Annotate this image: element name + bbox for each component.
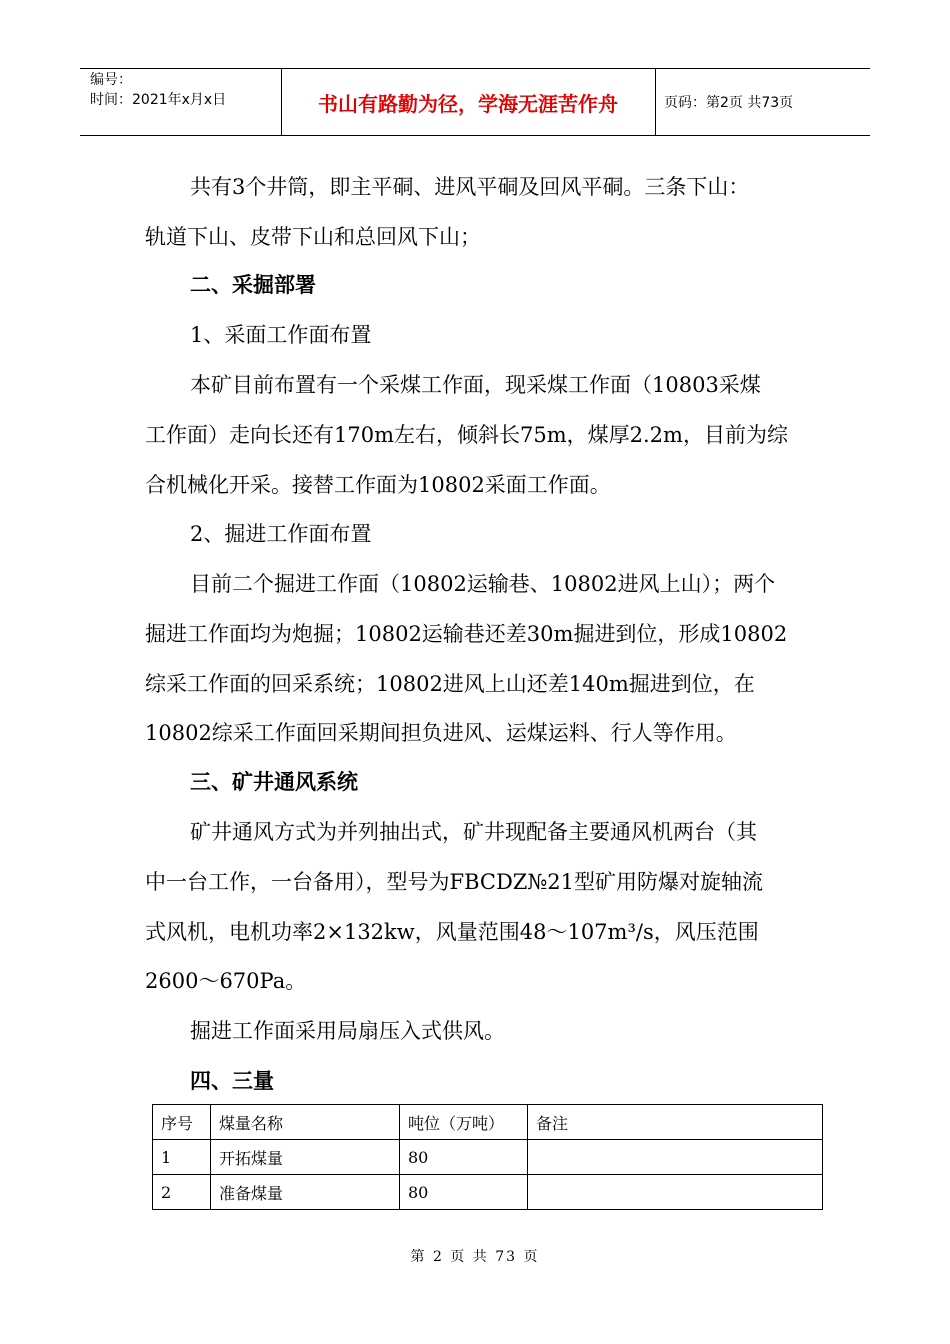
paragraph-line: 共有3个井筒，即主平硐、进风平硐及回风平硐。三条下山：: [190, 175, 750, 199]
paragraph-line: 掘进工作面采用局扇压入式供风。: [190, 1019, 505, 1043]
paragraph-line: 综采工作面的回采系统；10802进风上山还差140m掘进到位，在: [145, 672, 755, 696]
section-heading-3: 三、矿井通风系统: [190, 770, 358, 794]
header-page-label: 页码：第2页 共73页: [664, 95, 794, 111]
section-heading-4: 四、三量: [190, 1069, 274, 1093]
table-row: [153, 1175, 823, 1210]
table-cell: 1: [153, 1140, 211, 1175]
paragraph-line: 掘进工作面均为炮掘；10802运输巷还差30m掘进到位，形成10802: [145, 622, 788, 646]
header-motto: 书山有路勤为径，学海无涯苦作舟: [318, 92, 618, 116]
page-footer: 第 2 页 共 73 页: [410, 1249, 540, 1265]
header-divider-right: [655, 68, 656, 136]
header-bottom-rule: [80, 135, 870, 136]
paragraph-line: 目前二个掘进工作面（10802运输巷、10802进风上山）；两个: [190, 572, 776, 596]
table-cell: 准备煤量: [211, 1175, 400, 1210]
table-header-cell: 吨位（万吨）: [400, 1105, 528, 1140]
table-cell: 80: [400, 1175, 528, 1210]
header-top-rule: [80, 68, 870, 69]
table-cell: 开拓煤量: [211, 1140, 400, 1175]
table-header-cell: 煤量名称: [211, 1105, 400, 1140]
paragraph-line: 2600～670Pa。: [145, 969, 307, 993]
subheading-1: 1、采面工作面布置: [190, 323, 372, 347]
table-cell: 2: [153, 1175, 211, 1210]
table-header-row: [153, 1105, 823, 1140]
table-row: [153, 1140, 823, 1175]
table-cell: [528, 1175, 823, 1210]
subheading-2: 2、掘进工作面布置: [190, 522, 372, 546]
paragraph-line: 中一台工作，一台备用），型号为FBCDZ№21型矿用防爆对旋轴流: [145, 870, 763, 894]
coal-reserves-table: [152, 1104, 823, 1210]
table-cell: [528, 1140, 823, 1175]
paragraph-line: 10802综采工作面回采期间担负进风、运煤运料、行人等作用。: [145, 721, 737, 745]
table-cell: 80: [400, 1140, 528, 1175]
table-header-cell: 序号: [153, 1105, 211, 1140]
paragraph-line: 矿井通风方式为并列抽出式，矿井现配备主要通风机两台（其: [190, 820, 757, 844]
section-heading-2: 二、采掘部署: [190, 273, 316, 297]
header-number-label: 编号：: [90, 72, 132, 88]
paragraph-line: 轨道下山、皮带下山和总回风下山；: [145, 225, 481, 249]
header-time-label: 时间：2021年x月x日: [90, 92, 227, 108]
paragraph-line: 本矿目前布置有一个采煤工作面，现采煤工作面（10803采煤: [190, 373, 761, 397]
table-header-cell: 备注: [528, 1105, 823, 1140]
paragraph-line: 式风机，电机功率2×132kw，风量范围48～107m³/s，风压范围: [145, 920, 759, 944]
paragraph-line: 工作面）走向长还有170m左右，倾斜长75m，煤厚2.2m，目前为综: [145, 423, 788, 447]
paragraph-line: 合机械化开采。接替工作面为10802采面工作面。: [145, 473, 611, 497]
